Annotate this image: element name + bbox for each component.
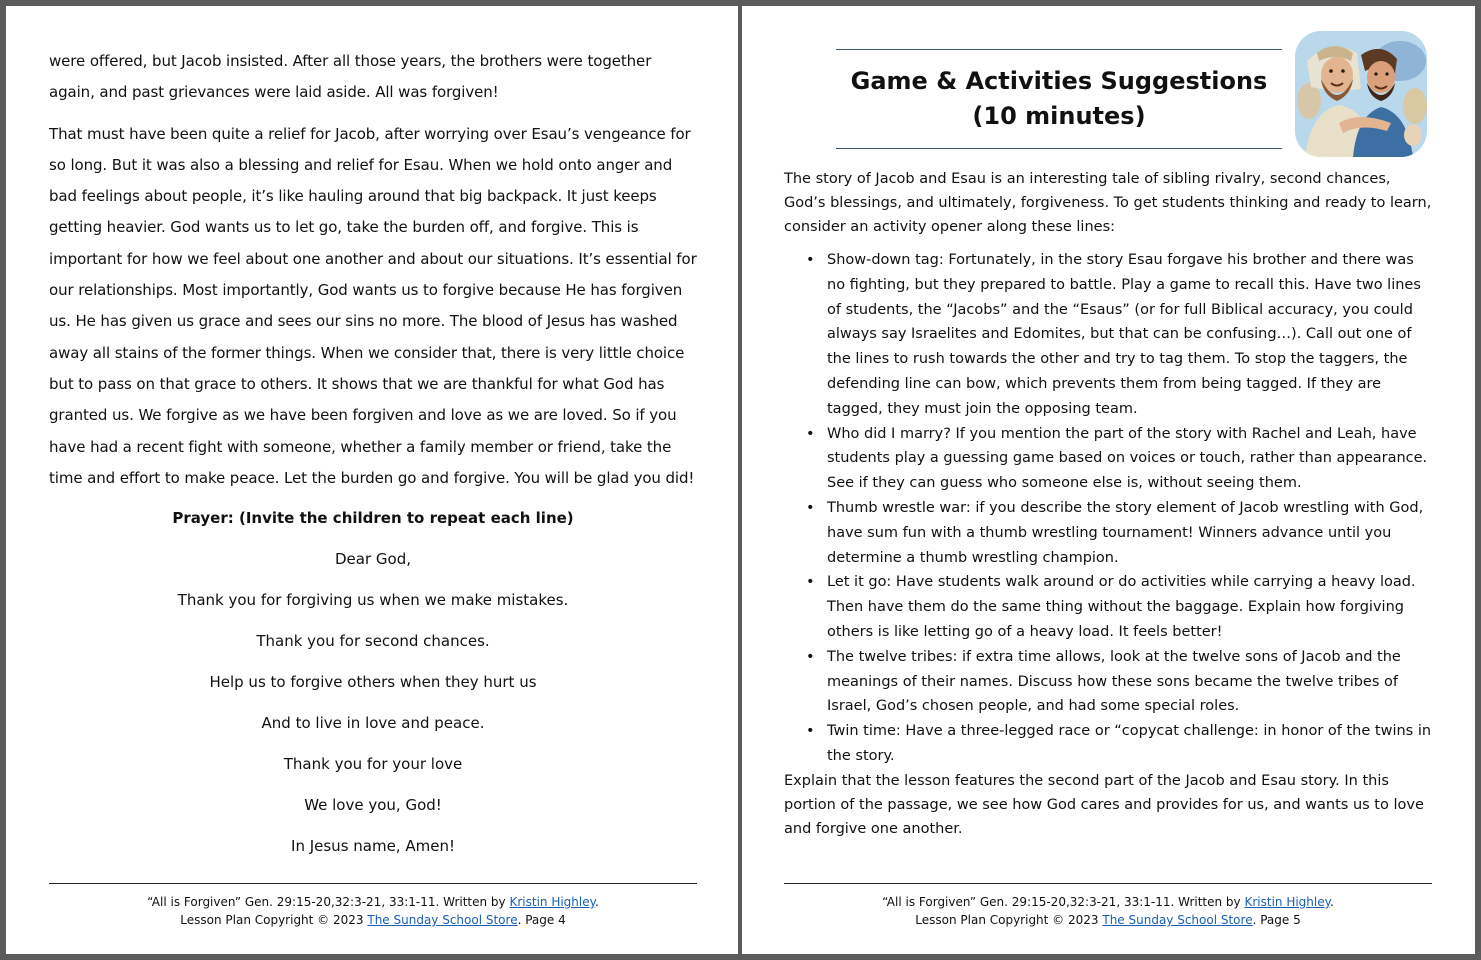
bullet-icon: •: [806, 648, 815, 665]
activity-list: [784, 248, 1432, 769]
page-4: [6, 6, 738, 954]
footer-line-1: [784, 893, 1432, 911]
activity-text: The twelve tribes: if extra time allows, look at the twelve sons of Jacob and the meanings of their names. Discuss how these sons became the twelve tribes of Israel, God’s chosen people, and had some special roles.: [827, 648, 1401, 715]
page-5: [742, 6, 1475, 954]
footer-line-2: [784, 911, 1432, 929]
section-title-box: [836, 49, 1282, 149]
illustration-icon: [1295, 31, 1427, 157]
list-item: [784, 719, 1432, 769]
bullet-icon: •: [806, 252, 815, 268]
footer-page-number: . Page 5: [1252, 913, 1301, 927]
prayer-line: In Jesus name, Amen!: [291, 837, 455, 855]
prayer-line: Thank you for your love: [283, 755, 463, 773]
paragraph: were offered, but Jacob insisted. After all those years, the brothers were together again, and past grievances were laid aside. All was forgiven!: [49, 52, 652, 102]
footer-page-number: . Page 4: [517, 913, 566, 927]
footer-punct: .: [1330, 895, 1334, 909]
store-link[interactable]: The Sunday School Store: [1102, 913, 1253, 927]
author-link[interactable]: Kristin Highley: [1244, 895, 1331, 909]
list-item: [784, 645, 1432, 719]
prayer-title: Prayer: (Invite the children to repeat each line): [172, 509, 574, 527]
lesson-text: [49, 46, 699, 504]
author-link[interactable]: Kristin Highley: [509, 895, 596, 909]
footer-divider: [49, 883, 697, 884]
prayer-line: Thank you for second chances.: [256, 632, 490, 650]
list-item: [784, 422, 1432, 496]
activity-text: Who did I marry? If you mention the part of the story with Rachel and Leah, have students play a guessing game based on voices or touch, rather than appearance. See if they can guess who someone else is, without seeing them.: [827, 425, 1428, 492]
activities-section: [784, 167, 1432, 841]
bullet-icon: •: [806, 499, 815, 516]
intro-paragraph: The story of Jacob and Esau is an interesting tale of sibling rivalry, second chances, God’s blessings, and ultimately, forgiveness. To get students thinking and ready to learn, consider an activity opener along these lines:: [784, 171, 1432, 235]
page-footer: [49, 893, 697, 929]
activity-text: Thumb wrestle war: if you describe the story element of Jacob wrestling with God, have sum fun with a thumb wrestling tournament! Winners advance until you determine a thumb wrestling champion.: [827, 499, 1424, 566]
list-item: [784, 248, 1432, 422]
prayer-line: Dear God,: [335, 550, 411, 568]
list-item: [784, 570, 1432, 644]
prayer-line: And to live in love and peace.: [261, 714, 485, 732]
footer-punct: .: [595, 895, 599, 909]
paragraph: That must have been quite a relief for Jacob, after worrying over Esau’s vengeance for so long. But it was also a blessing and relief for Esau. When we hold onto anger and bad feelings about people, it’s like hauling around that big backpack. It just keeps getting heavier. God wants us to let go, take the burden off, and forgive. This is important for how we feel about one another and about our situations. It’s essential for our relationships. Most importantly, God wants us to forgive because He has forgiven us. He has given us grace and sees our sins no more. The blood of Jesus has washed away all stains of the former things. When we consider that, there is very little choice but to pass on that grace to others. It shows that we are thankful for what God has granted us. We forgive as we have been forgiven and love as we are loved. So if you have had a recent fight with someone, whether a family member or friend, take the time and effort to make peace. Let the burden go and forgive. You will be glad you did!: [49, 124, 697, 487]
section-title-line-2: (10 minutes): [972, 102, 1146, 130]
list-item: [784, 496, 1432, 570]
prayer-line: We love you, God!: [304, 796, 442, 814]
closing-paragraph: Explain that the lesson features the second part of the Jacob and Esau story. In this portion of the passage, we see how God cares and provides for us, and wants us to love and forgive one another.: [784, 772, 1424, 837]
section-title-line-1: Game & Activities Suggestions: [850, 67, 1268, 95]
footer-citation: “All is Forgiven” Gen. 29:15-20,32:3-21, 33:1-11. Written by: [147, 895, 510, 909]
activity-text: Let it go: Have students walk around or do activities while carrying a heavy load. Then have them do the same thing without the baggage. Explain how forgiving others is like letting go of a heavy load. It feels better!: [827, 574, 1416, 640]
prayer-line: Help us to forgive others when they hurt us: [209, 673, 537, 691]
activity-text: Show-down tag: Fortunately, in the story Esau forgave his brother and there was no fighting, but they prepared to battle. Play a game to recall this. Have two lines of students, the “Jacobs” and the “Esaus” (or for full Biblical accuracy, you could always say Israelites and Edomites, but that can be confusing…). Call out one of the lines to rush towards the other and try to tag them. To stop the taggers, the defending line can bow, which prevents them from being tagged. If they are tagged, they must join the opposing team.: [827, 252, 1421, 417]
jacob-esau-embrace-illustration: [1295, 31, 1427, 157]
prayer-section: [49, 506, 697, 858]
footer-line-1: [49, 893, 697, 911]
activity-text: Twin time: Have a three-legged race or “copycat challenge: in honor of the twins in the story.: [827, 723, 1432, 764]
footer-citation: “All is Forgiven” Gen. 29:15-20,32:3-21, 33:1-11. Written by: [882, 895, 1245, 909]
footer-line-2: [49, 911, 697, 929]
prayer-line: Thank you for forgiving us when we make mistakes.: [177, 591, 569, 609]
footer-copyright: Lesson Plan Copyright © 2023: [180, 913, 368, 927]
bullet-icon: •: [806, 425, 815, 442]
bullet-icon: •: [806, 574, 815, 591]
section-title: [836, 64, 1282, 134]
footer-divider: [784, 883, 1432, 884]
footer-copyright: Lesson Plan Copyright © 2023: [915, 913, 1103, 927]
page-footer: [784, 893, 1432, 929]
bullet-icon: •: [806, 723, 815, 740]
store-link[interactable]: The Sunday School Store: [367, 913, 518, 927]
